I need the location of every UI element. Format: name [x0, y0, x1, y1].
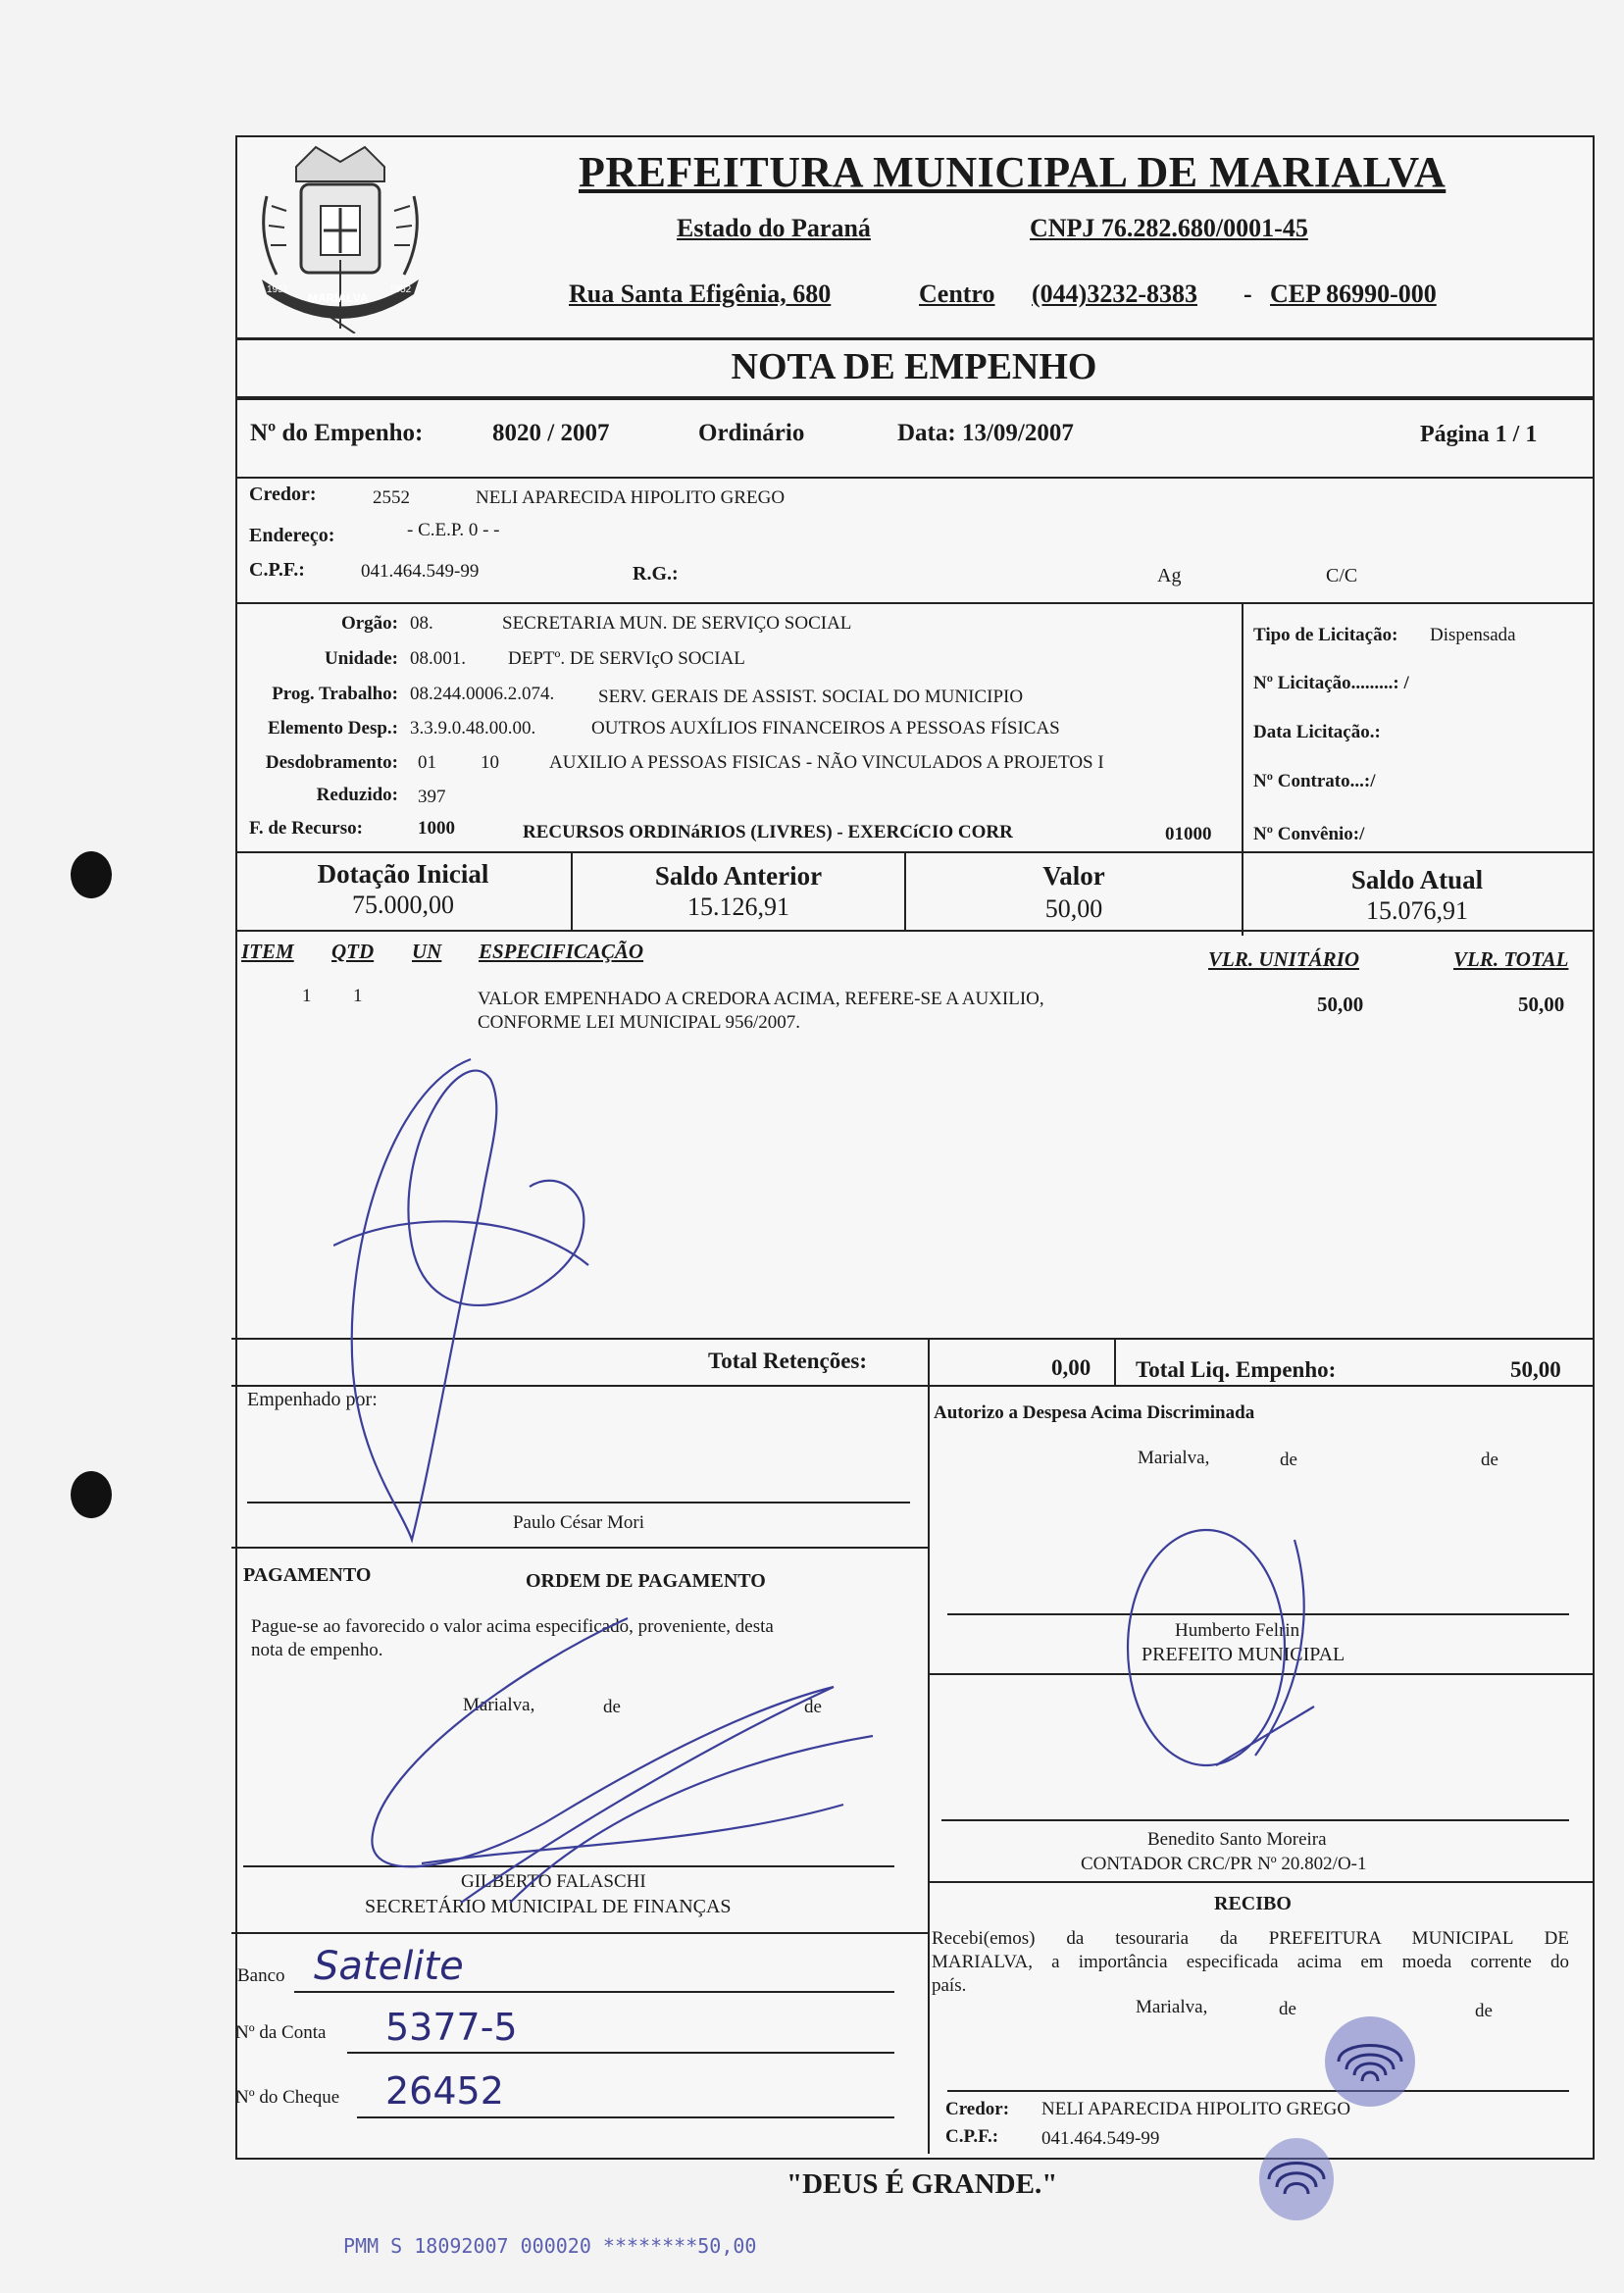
pagamento-de-1: de	[603, 1697, 621, 1717]
unidade-codigo: 08.001.	[410, 648, 466, 669]
conta-valor: 5377-5	[385, 2006, 518, 2049]
empenhado-nome: Paulo César Mori	[512, 1512, 645, 1533]
hole-punch-top	[71, 851, 112, 898]
credor-cpf: 041.464.549-99	[361, 561, 480, 582]
col-vlr-total: VLR. TOTAL	[1453, 947, 1569, 971]
crest-year-left: 1951	[267, 284, 289, 295]
recibo-credor-label: Credor:	[945, 2099, 1010, 2119]
saldo-atual-label: Saldo Atual	[1350, 865, 1484, 894]
empenho-pagina: Página 1 / 1	[1420, 422, 1538, 447]
motto: "DEUS É GRANDE."	[787, 2168, 1058, 2200]
prefeito-nome: Humberto Felrin	[1175, 1620, 1300, 1641]
recibo-cpf-label: C.P.F.:	[945, 2126, 999, 2147]
endereco-label: Endereço:	[249, 525, 335, 546]
hole-punch-bottom	[71, 1471, 112, 1518]
total-retencoes-label: Total Retenções:	[708, 1349, 868, 1373]
numero-convenio: Nº Convênio:/	[1253, 824, 1365, 844]
col-qtd: QTD	[331, 940, 375, 963]
contador-nome: Benedito Santo Moreira	[1147, 1829, 1327, 1850]
recibo-texto-3: país.	[932, 1975, 967, 1996]
row-espec-2: CONFORME LEI MUNICIPAL 956/2007.	[478, 1012, 801, 1033]
col-especificacao: ESPECIFICAÇÃO	[479, 940, 644, 963]
recibo-texto-2: MARIALVA, a importância especificada acima em moeda corrente do	[932, 1952, 1569, 1972]
signature-paulo	[333, 1049, 628, 1559]
cc-label: C/C	[1326, 565, 1358, 586]
dotacao-valor: 75.000,00	[352, 891, 454, 919]
valor-label: Valor	[1042, 861, 1105, 891]
rg-label: R.G.:	[633, 563, 679, 585]
bank-stamp: PMM S 18092007 000020 ********50,00	[343, 2234, 757, 2258]
empenho-numero-label: Nº do Empenho:	[250, 420, 424, 446]
elemento-codigo: 3.3.9.0.48.00.00.	[410, 718, 536, 739]
cnpj: CNPJ 76.282.680/0001-45	[1030, 214, 1308, 242]
recibo-credor-nome: NELI APARECIDA HIPOLITO GREGO	[1041, 2099, 1351, 2119]
autorizo-cidade: Marialva,	[1138, 1448, 1210, 1468]
col-item: ITEM	[241, 940, 294, 963]
secretario-cargo: SECRETÁRIO MUNICIPAL DE FINANÇAS	[365, 1896, 732, 1917]
cpf-label: C.P.F.:	[249, 559, 305, 581]
endereco-prefeitura: Rua Santa Efigênia, 680	[569, 280, 832, 308]
tipo-licitacao: Dispensada	[1430, 625, 1516, 645]
saldo-anterior-valor: 15.126,91	[687, 892, 789, 921]
autorizo-de-2: de	[1481, 1450, 1498, 1470]
autorizo-de-1: de	[1280, 1450, 1297, 1470]
fingerprint-icon-2	[1255, 2133, 1339, 2226]
saldo-anterior-label: Saldo Anterior	[654, 861, 823, 891]
elemento-label: Elemento Desp.:	[268, 718, 398, 739]
document-title: NOTA DE EMPENHO	[731, 346, 1097, 387]
numero-contrato: Nº Contrato...:/	[1253, 771, 1376, 791]
telefone: (044)3232-8383	[1032, 280, 1197, 308]
recurso-codigo: 1000	[418, 818, 455, 839]
signature-prefeito	[1118, 1520, 1334, 1824]
pagamento-cidade: Marialva,	[463, 1695, 535, 1715]
unidade-label: Unidade:	[325, 648, 398, 669]
recibo-cpf: 041.464.549-99	[1041, 2128, 1160, 2149]
cheque-valor: 26452	[385, 2069, 504, 2113]
ag-label: Ag	[1157, 565, 1182, 586]
reduzido-valor: 397	[418, 787, 446, 807]
desdobramento-nome: AUXILIO A PESSOAS FISICAS - NÃO VINCULADOS A PROJETOS I	[549, 752, 1104, 773]
numero-licitacao: Nº Licitação.........: /	[1253, 673, 1409, 693]
col-un: UN	[412, 940, 442, 963]
recibo-texto-1: Recebi(emos) da tesouraria da PREFEITURA MUNICIPAL DE	[932, 1928, 1569, 1949]
empenhado-label: Empenhado por:	[247, 1389, 378, 1410]
saldo-atual-valor: 15.076,91	[1366, 896, 1468, 925]
municipal-crest	[247, 137, 433, 333]
fingerprint-icon	[1319, 2011, 1422, 2114]
recurso-nome: RECURSOS ORDINáRIOS (LIVRES) - EXERCíCIO CORR	[523, 822, 1013, 842]
recibo-de-2: de	[1475, 2001, 1493, 2021]
recibo-cidade: Marialva,	[1136, 1997, 1208, 2017]
centro: Centro	[919, 280, 995, 308]
secretario-nome: GILBERTO FALASCHI	[461, 1871, 646, 1892]
contador-cargo: CONTADOR CRC/PR Nº 20.802/O-1	[1081, 1854, 1367, 1874]
banco-label: Banco	[237, 1965, 285, 1986]
row-vlr-total: 50,00	[1518, 993, 1565, 1016]
desdobramento-b: 10	[481, 752, 499, 773]
tipo-licitacao-label: Tipo de Licitação:	[1253, 625, 1398, 645]
dotacao-label: Dotação Inicial	[317, 859, 489, 889]
estado: Estado do Paraná	[677, 214, 871, 242]
data-licitacao: Data Licitação.:	[1253, 722, 1381, 742]
row-item: 1	[302, 986, 312, 1006]
pagamento-de-2: de	[804, 1697, 822, 1717]
credor-nome: NELI APARECIDA HIPOLITO GREGO	[476, 487, 786, 508]
cheque-label: Nº do Cheque	[235, 2087, 340, 2108]
cep: CEP 86990-000	[1270, 280, 1437, 308]
total-retencoes-valor: 0,00	[1051, 1355, 1091, 1380]
recurso-label: F. de Recurso:	[249, 818, 363, 839]
row-vlr-unitario: 50,00	[1317, 993, 1364, 1016]
credor-codigo: 2552	[373, 487, 410, 508]
pagamento-texto-2: nota de empenho.	[251, 1640, 383, 1660]
banco-valor: Satelite	[314, 1944, 464, 1989]
orgao-label: Orgão:	[340, 613, 398, 634]
row-espec-1: VALOR EMPENHADO A CREDORA ACIMA, REFERE-SE A AUXILIO,	[478, 989, 1044, 1009]
prog-label: Prog. Trabalho:	[272, 684, 398, 704]
prog-codigo: 08.244.0006.2.074.	[410, 684, 555, 704]
desdobramento-a: 01	[418, 752, 436, 773]
orgao-nome: SECRETARIA MUN. DE SERVIÇO SOCIAL	[502, 613, 852, 634]
credor-endereco: - C.E.P. 0 - -	[407, 520, 500, 540]
page-title: PREFEITURA MUNICIPAL DE MARIALVA	[579, 148, 1446, 196]
row-qtd: 1	[353, 986, 363, 1006]
empenho-tipo: Ordinário	[698, 420, 805, 446]
separador: -	[1243, 280, 1252, 308]
recurso-codigo-2: 01000	[1165, 824, 1212, 844]
total-liquido-label: Total Liq. Empenho:	[1136, 1357, 1337, 1382]
prefeito-cargo: PREFEITO MUNICIPAL	[1142, 1644, 1345, 1665]
col-vlr-unitario: VLR. UNITÁRIO	[1208, 947, 1360, 971]
ordem-pagamento: ORDEM DE PAGAMENTO	[526, 1570, 766, 1592]
total-liquido-valor: 50,00	[1510, 1357, 1561, 1382]
pagamento-label: PAGAMENTO	[243, 1564, 372, 1586]
crest-banner-text: MARIALVA	[308, 291, 369, 305]
pagamento-texto-1: Pague-se ao favorecido o valor acima especificado, proveniente, desta	[251, 1616, 774, 1637]
orgao-codigo: 08.	[410, 613, 433, 634]
desdobramento-label: Desdobramento:	[265, 752, 398, 773]
elemento-nome: OUTROS AUXÍLIOS FINANCEIROS A PESSOAS FÍSICAS	[591, 718, 1060, 739]
empenho-data: Data: 13/09/2007	[897, 420, 1074, 446]
recibo-label: RECIBO	[1214, 1893, 1292, 1914]
prog-nome: SERV. GERAIS DE ASSIST. SOCIAL DO MUNICIPIO	[598, 687, 1024, 707]
conta-label: Nº da Conta	[235, 2022, 327, 2043]
autorizo-label: Autorizo a Despesa Acima Discriminada	[934, 1402, 1255, 1423]
empenho-numero: 8020 / 2007	[492, 420, 610, 446]
valor-valor: 50,00	[1044, 894, 1103, 923]
crest-year-right: 1952	[389, 284, 412, 295]
signature-secretario	[363, 1608, 912, 1932]
recibo-de-1: de	[1279, 1999, 1296, 2019]
reduzido-label: Reduzido:	[316, 785, 398, 805]
credor-label: Credor:	[249, 484, 317, 505]
unidade-nome: DEPTº. DE SERVIçO SOCIAL	[508, 648, 745, 669]
